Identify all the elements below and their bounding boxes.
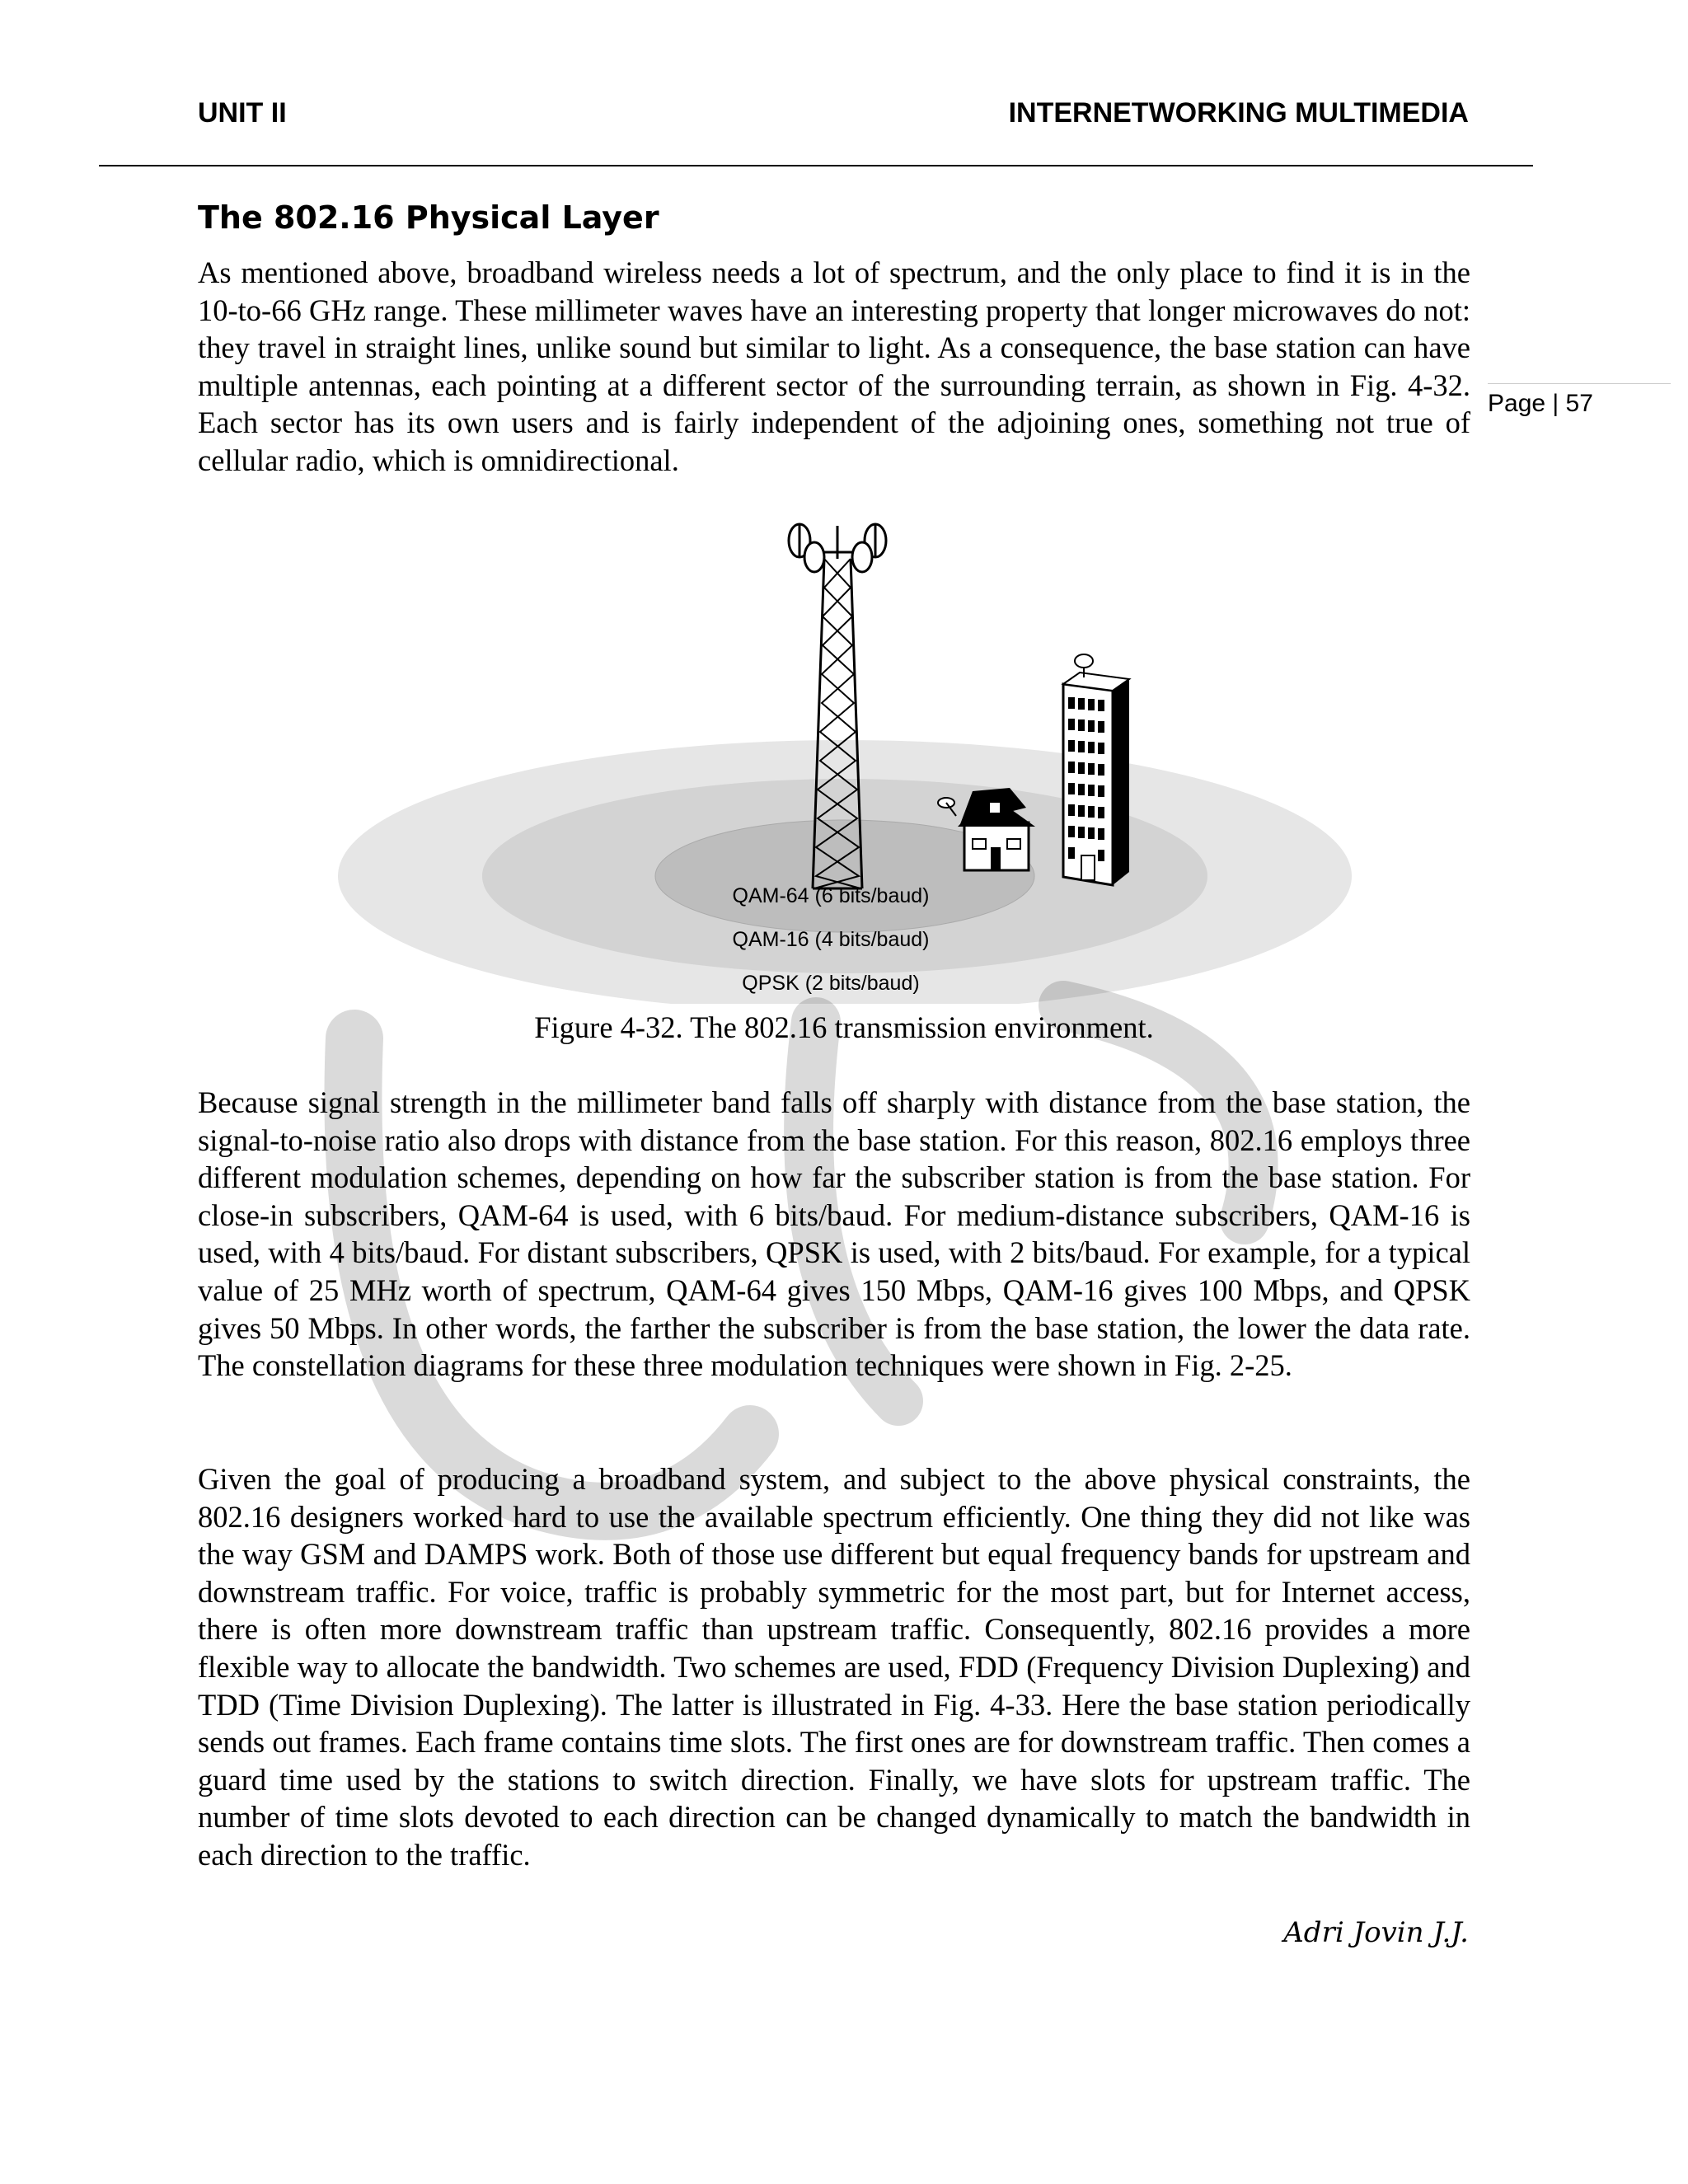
qpsk-label: QPSK (2 bits/baud): [742, 972, 920, 995]
paragraph-modulation: Because signal strength in the millimeter band falls off sharply with distance from the base station, the signal-to-noise ratio also drops with distance from the base station. For this reason, 802.16 employs three different modulation schemes, depending on how far the subscriber station is from the base station. For close-in subscribers, QAM-64 is used, with 6 bits/baud. For medium-distance subscribers, QAM-16 is used, with 4 bits/baud. For distant subscribers, QPSK is used, with 2 bits/baud. For example, for a typical value of 25 MHz worth of spectrum, QAM-64 gives 150 Mbps, QAM-16 gives 100 Mbps, and QPSK gives 50 Mbps. In other words, the farther the subscriber is from the base station, the lower the data rate. The constellation diagrams for these three modulation techniques were shown in Fig. 2-25.: [198, 1085, 1470, 1383]
page-number: Page | 57: [1488, 390, 1593, 417]
paragraph-intro: As mentioned above, broadband wireless needs a lot of spectrum, and the only place to find it is in the 10-to-66 GHz range. These millimeter waves have an interesting property that longer microwaves do not: they travel in straight lines, unlike sound but similar to light. As a consequence, the base station can have multiple antennas, each pointing at a different sector of the surrounding terrain, as shown in Fig. 4-32. Each sector has its own users and is fairly independent of the adjoining ones, something not true of cellular radio, which is omnidirectional.: [198, 255, 1470, 477]
header-unit: UNIT II: [198, 97, 287, 129]
section-title: The 802.16 Physical Layer: [198, 199, 659, 236]
qam64-label: QAM-64 (6 bits/baud): [732, 884, 930, 907]
transmission-environment-figure: [338, 509, 1352, 1004]
author-signature: Adri Jovin J.J.: [1283, 1916, 1469, 1949]
qam16-label: QAM-16 (4 bits/baud): [732, 928, 930, 951]
header-divider: [99, 165, 1533, 166]
figure-caption: Figure 4-32. The 802.16 transmission environment.: [534, 1010, 1154, 1044]
page-number-divider: [1488, 383, 1671, 384]
paragraph-duplexing: Given the goal of producing a broadband system, and subject to the above physical constraints, the 802.16 designers worked hard to use the available spectrum efficiently. One thing they did not like was the way GSM and DAMPS work. Both of those use different but equal frequency bands for upstream and downstream traffic. For voice, traffic is probably symmetric for the most part, but for Internet access, there is often more downstream traffic than upstream traffic. Consequently, 802.16 provides a more flexible way to allocate the bandwidth. Two schemes are used, FDD (Frequency Division Duplexing) and TDD (Time Division Duplexing). The latter is illustrated in Fig. 4-33. Here the base station periodically sends out frames. Each frame contains time slots. The first ones are for downstream traffic. Then comes a guard time used by the stations to switch direction. Finally, we have slots for upstream traffic. The number of time slots devoted to each direction can be changed dynamically to match the bandwidth in each direction to the traffic.: [198, 1462, 1470, 1872]
header-subject: INTERNETWORKING MULTIMEDIA: [1008, 97, 1469, 129]
